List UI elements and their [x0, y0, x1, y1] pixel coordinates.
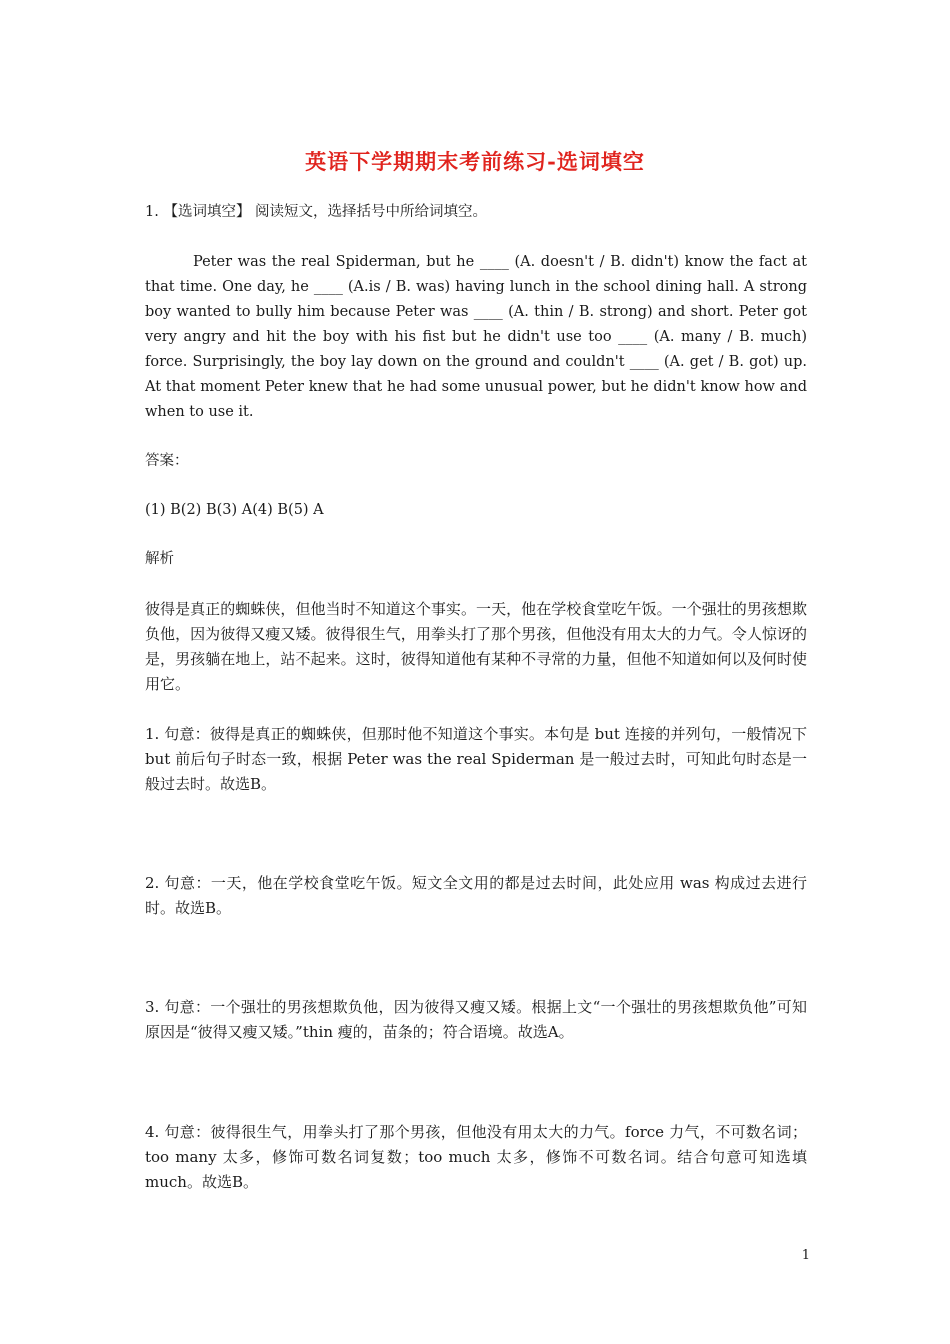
- answer-value: (1) B(2) B(3) A(4) B(5) A: [145, 502, 324, 518]
- page-number: 1: [801, 1248, 810, 1263]
- analysis-translation: 彼得是真正的蜘蛛侠，但他当时不知道这个事实。一天，他在学校食堂吃午饭。一个强壮的男孩想欺负他，因为彼得又瘦又矮。彼得很生气，用拳头打了那个男孩，但他没有用太大的力气。令人惊讶的是，男孩躺在地上，站不起来。这时，彼得知道他有某种不寻常的力量，但他不知道如何以及何时使用它。: [145, 600, 807, 693]
- analysis-label: 解析: [145, 551, 174, 567]
- page-title: 英语下学期期末考前练习-选词填空: [305, 149, 645, 174]
- question-header: 1. 【选词填空】 阅读短文，选择括号中所给词填空。: [145, 204, 488, 220]
- passage-text: Peter was the real Spiderman, but he ____ (A. doesn't / B. didn't) know the fact at that time. One day, he ____ (A.is / B. was) having lunch in the school dining hall. A strong boy wanted to bully him because Peter was ____ (A. thin / B. strong) and short. Peter got very angry and hit the boy with his fist but he didn't use too ____ (A. many / B. much) force. Surprisingly, the boy lay down on the ground and couldn't ____ (A. get / B. got) up. At that moment Peter knew that he had some unusual power, but he didn't know how and when to use it.: [145, 254, 807, 420]
- analysis-item-1: 1. 句意：彼得是真正的蜘蛛侠，但那时他不知道这个事实。本句是 but 连接的并列句，一般情况下 but 前后句子时态一致，根据 Peter was the real Spiderman 是一般过去时，可知此句时态是一般过去时。故选B。: [145, 725, 807, 793]
- answer-label: 答案：: [145, 453, 189, 469]
- analysis-item-4: 4. 句意：彼得很生气，用拳头打了那个男孩，但他没有用太大的力气。force 力气，不可数名词；too many 太多，修饰可数名词复数；too much 太多，修饰不可数名词。结合句意可知选填 much。故选B。: [145, 1123, 807, 1191]
- analysis-item-2: 2. 句意：一天，他在学校食堂吃午饭。短文全文用的都是过去时间，此处应用 was 构成过去进行时。故选B。: [145, 874, 807, 917]
- analysis-item-3: 3. 句意：一个强壮的男孩想欺负他，因为彼得又瘦又矮。根据上文“一个强壮的男孩想欺负他”可知原因是“彼得又瘦又矮。”thin 瘦的，苗条的；符合语境。故选A。: [145, 998, 807, 1041]
